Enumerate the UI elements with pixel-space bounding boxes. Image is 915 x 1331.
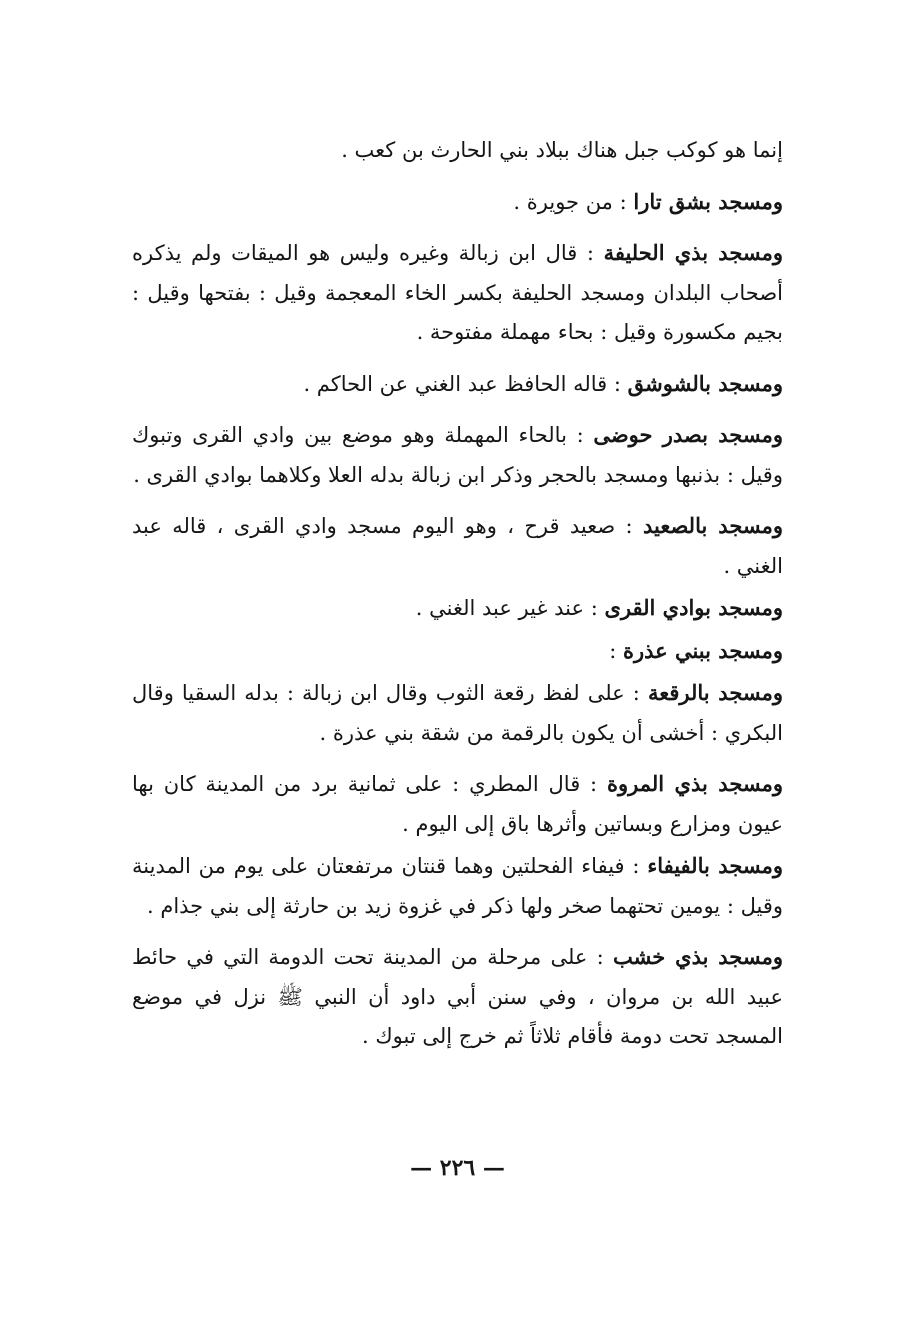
paragraph-text: : بالحاء المهملة وهو موضع بين وادي القرى وتبوك وقيل : بذنبها ومسجد بالحجر وذكر ابن زبالة بدله العلا وكلاهما بوادي القرى .	[132, 423, 783, 487]
page-body-text	[132, 130, 783, 1057]
paragraph-heading: ومسجد ببني عذرة	[622, 637, 783, 663]
paragraph-heading: ومسجد بالصعيد	[642, 513, 783, 538]
paragraph-text: : قاله الحافظ عبد الغني عن الحاكم .	[303, 371, 628, 396]
paragraph	[132, 937, 783, 1057]
paragraph-heading: ومسجد بصدر حوضى	[593, 422, 783, 447]
paragraph-text: : قال المطري : على ثمانية برد من المدينة كان بها عيون ومزارع وبساتين وأثرها باق إلى اليوم .	[132, 772, 783, 836]
paragraph	[132, 182, 783, 223]
paragraph-text: : صعيد قرح ، وهو اليوم مسجد وادي القرى ، قاله عبد الغني .	[132, 514, 783, 578]
paragraph	[132, 764, 783, 844]
paragraph-heading: ومسجد بذي المروة	[606, 771, 784, 796]
paragraph-heading: ومسجد بوادي القرى	[604, 595, 783, 620]
paragraph-heading: ومسجد بالرقعة	[647, 680, 784, 705]
paragraph	[132, 673, 783, 753]
paragraph-text: : على مرحلة من المدينة تحت الدومة التي في حائط عبيد الله بن مروان ، وفي سنن أبي داود أن النبي ﷺ نزل في موضع المسجد تحت دومة فأقام ثلاثاً ثم خرج إلى تبوك .	[132, 945, 783, 1048]
paragraph-text: إنما هو كوكب جبل هناك ببلاد بني الحارث بن كعب .	[341, 138, 783, 162]
paragraph-text: :	[609, 638, 623, 663]
paragraph	[132, 364, 783, 405]
page-number: — ٢٢٦ —	[410, 1155, 505, 1181]
paragraph-text: : فيفاء الفحلتين وهما قنتان مرتفعتان على يوم من المدينة وقيل : يومين تحتهما صخر ولها ذكر في غزوة زيد بن حارثة إلى بني جذام .	[132, 854, 783, 918]
paragraph	[132, 415, 783, 495]
paragraph-text: : عند غير عبد الغني .	[415, 596, 605, 620]
paragraph	[132, 588, 783, 629]
paragraph	[132, 130, 783, 171]
paragraph-text: : على لفظ رقعة الثوب وقال ابن زبالة : بدله السقيا وقال البكري : أخشى أن يكون بالرقمة من شقة بني عذرة .	[132, 681, 783, 745]
paragraph	[132, 846, 783, 926]
paragraph	[132, 506, 783, 586]
paragraph-heading: ومسجد بالفيفاء	[647, 853, 783, 878]
paragraph	[132, 233, 783, 353]
paragraph-text: : من جويرة .	[513, 189, 634, 214]
paragraph-heading: ومسجد بذي الحليفة	[603, 240, 783, 265]
paragraph-heading: ومسجد بشق تارا	[633, 188, 783, 214]
paragraph-text: : قال ابن زبالة وغيره وليس هو الميقات ولم يذكره أصحاب البلدان ومسجد الحليفة بكسر الخاء المعجمة وقيل : بفتحها وقيل : بجيم مكسورة وقيل : بحاء مهملة مفتوحة .	[132, 241, 783, 344]
paragraph	[132, 631, 783, 672]
paragraph-heading: ومسجد بذي خشب	[612, 944, 783, 969]
paragraph-heading: ومسجد بالشوشق	[627, 370, 783, 396]
